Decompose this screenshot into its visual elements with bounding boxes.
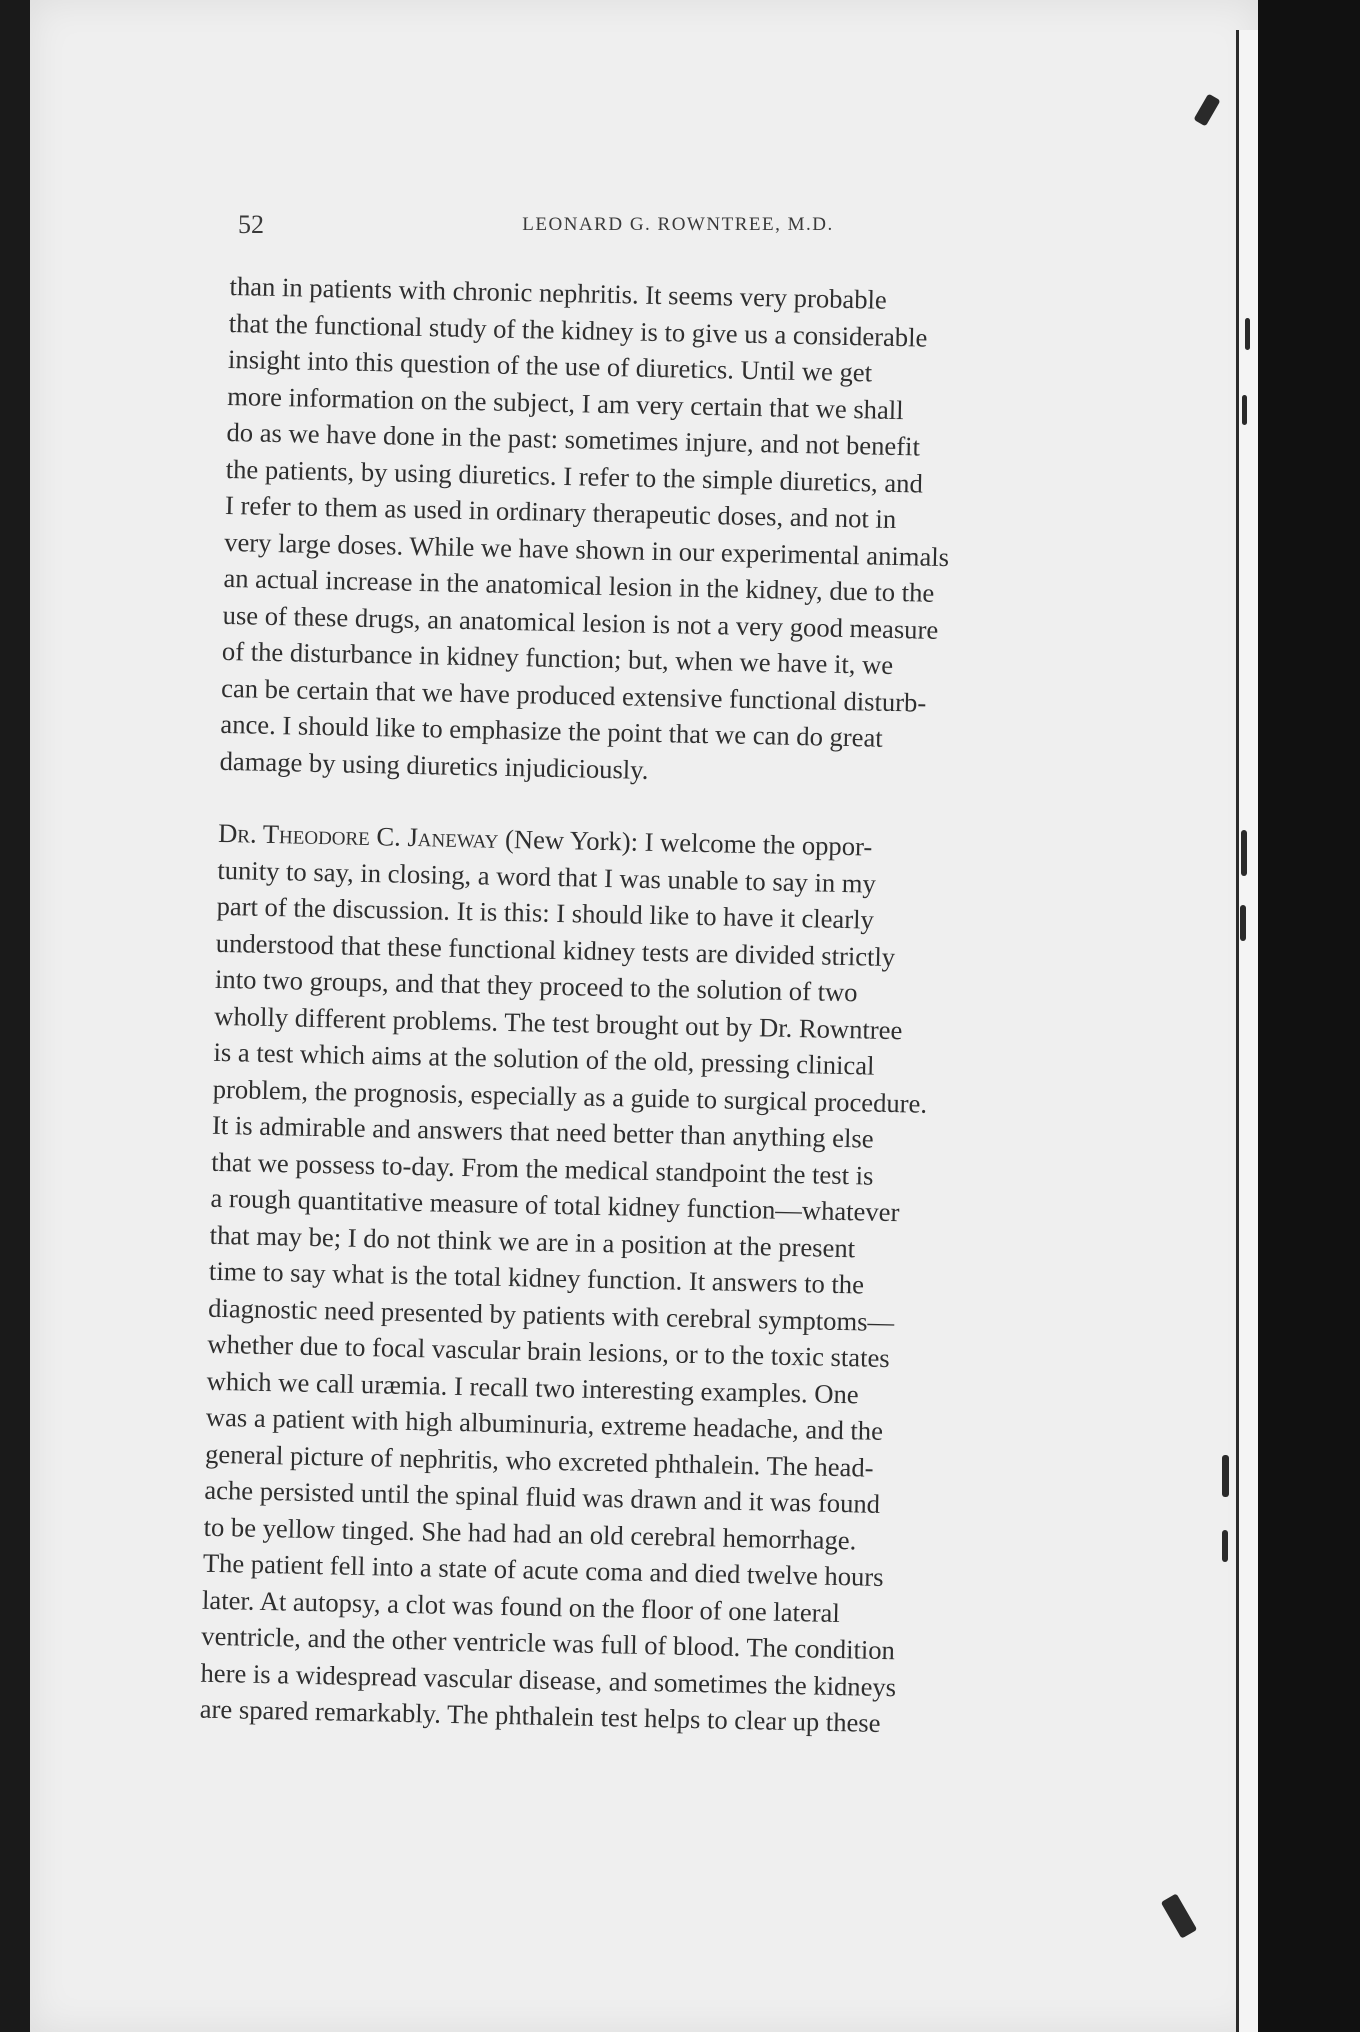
paragraph [219,268,1110,797]
binding-mark [1241,830,1247,876]
binding-mark [1245,318,1250,350]
scan-border-right [1258,0,1360,2032]
scan-border-left [0,0,30,2032]
binding-mark [1242,395,1247,425]
speaker-name: Dr. Theodore C. Janeway [217,817,499,854]
body-text [199,268,1109,1746]
paragraph-text: (New York): I welcome the oppor- tunity to say, in closing, a word that I was unable to say in my part of the discussion. It is this: I should like to have it clearly understood that these functional kidney tests are divided strictly into two groups, and that they proceed to the solution of two wholly different problems. The test brought out by Dr. Rowntree is a test which aims at the solution of the old, pressing clinical problem, the prognosis, especially as a guide to surgical procedure. It is admirable and answers that need better than anything else that we possess to-day. From the medical standpoint the test is a rough quantitative measure of total kidney function—whatever that may be; I do not think we are in a position at the present time to say what is the total kidney function. It answers to the diagnostic need presented by patients with cerebral symptoms— whether due to focal vascular brain lesions, or to the toxic states which we call uræmia. I recall two interesting examples. One was a patient with high albuminuria, extreme headache, and the general picture of nephritis, who excreted phthalein. The head- ache persisted until the spinal fluid was drawn and it was found to be yellow tinged. She had had an old cerebral hemorrhage. The patient fell into a state of acute coma and died twelve hours later. At autopsy, a clot was found on the floor of one lateral ventricle, and the other ventricle was full of blood. The condition here is a widespread vascular disease, and sometimes the kidneys are spared remarkably. The phthalein test helps to clear up these [199,823,928,1738]
binding-mark [1222,1530,1228,1562]
page-number: 52 [238,210,264,239]
running-head: LEONARD G. ROWNTREE, M.D. [522,214,834,235]
paragraph-text: than in patients with chronic nephritis. It seems very probable that the functional study of the kidney is to give us a considerable insight into this question of the use of diuretics. Until we get more information on the subject, I am very certain that we shall do as we have done in the past: sometimes injure, and not benefit the patients, by using diuretics. I refer to the simple diuretics, and I refer to them as used in ordinary therapeutic doses, and not in very large doses. While we have shown in our experimental animals an actual increase in the anatomical lesion in the kidney, due to the use of these drugs, an anatomical lesion is not a very good measure of the disturbance in kidney function; but, when we have it, we can be certain that we have produced extensive functional disturb- ance. I should like to emphasize the point that we can do great damage by using diuretics injudiciously. [219,270,950,785]
paragraph [199,815,1098,1746]
binding-mark [1222,1455,1229,1497]
binding-mark [1240,905,1246,941]
